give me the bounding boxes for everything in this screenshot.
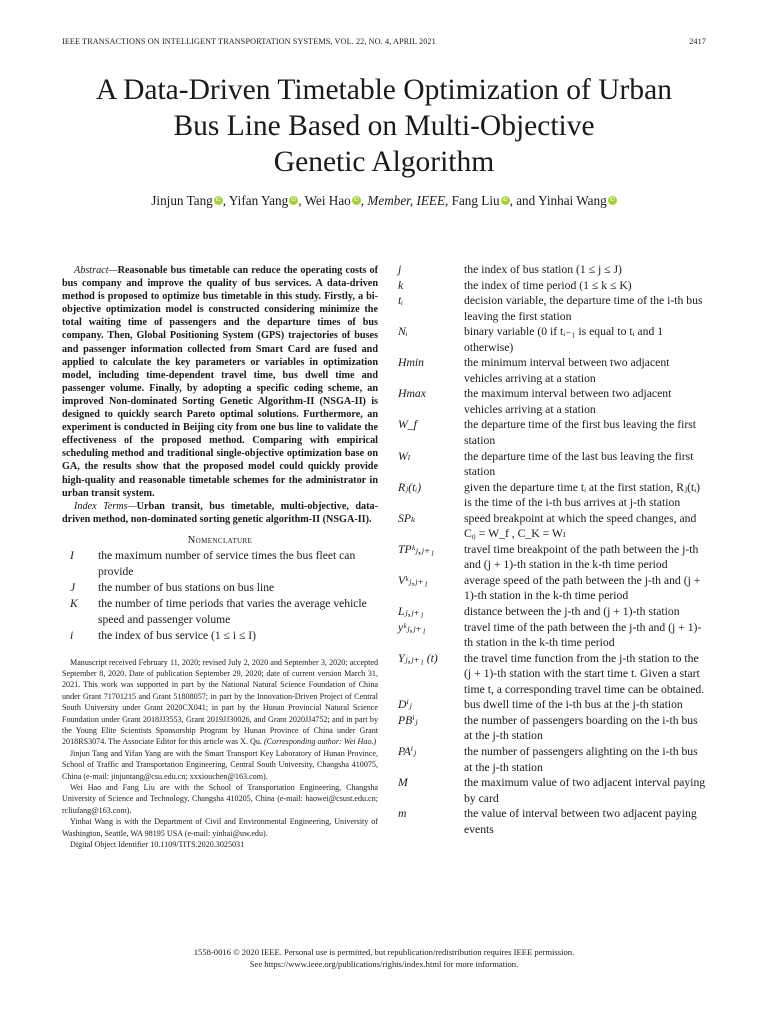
nomenclature-definition: the maximum number of service times the bus fleet can provide (98, 548, 356, 579)
nomenclature-symbol: Dⁱⱼ (398, 698, 412, 712)
nomenclature-heading: Nomenclature (187, 534, 253, 546)
nomenclature-row (398, 713, 708, 744)
nomenclature-symbol: PAⁱⱼ (398, 744, 417, 758)
nomenclature-symbol: yᵏⱼ,ⱼ₊₁ (398, 620, 426, 634)
nomenclature-definition: the index of bus service (1 ≤ i ≤ I) (98, 629, 256, 643)
author-separator: , (298, 193, 305, 208)
nomenclature-definition: travel time of the path between the j-th and (j + 1)-th station in the k-th time period (464, 620, 702, 650)
nomenclature-symbol: Yⱼ,ⱼ₊₁ (t) (398, 651, 438, 665)
orcid-icon[interactable]: iD (609, 197, 615, 203)
nomenclature-row (398, 542, 708, 573)
nomenclature-row (398, 278, 708, 294)
footnote-affiliation-2: Wei Hao and Fang Liu are with the School of Transportation Engineering, Changsha University of Science and Technology, Changsha 410205, China (e-mail: haowei@csust.edu.cn; rcliufang@163.com). (62, 783, 378, 815)
nomenclature-row (398, 511, 708, 542)
left-column (62, 264, 378, 850)
nomenclature-symbol: tᵢ (398, 294, 404, 308)
nomenclature-symbol: Lⱼ,ⱼ₊₁ (398, 605, 424, 619)
nomenclature-definition: the value of interval between two adjacent paying events (464, 807, 697, 836)
orcid-icon[interactable]: iD (353, 197, 359, 203)
orcid-icon[interactable]: iD (215, 197, 221, 203)
nomenclature-definition: given the departure time tᵢ at the first station, Rⱼ(tᵢ) is the time of the i-th bus arrives at j-th station (464, 480, 701, 510)
nomenclature-definition: decision variable, the departure time of the i-th bus leaving the first station (464, 294, 703, 323)
author-separator: , and (509, 193, 539, 208)
journal-name: IEEE TRANSACTIONS ON INTELLIGENT TRANSPORTATION SYSTEMS, VOL. 22, NO. 4, APRIL 2021 (62, 37, 436, 46)
footnote-affiliation-1: Jinjun Tang and Yifan Yang are with the Smart Transport Key Laboratory of Hunan Province, School of Traffic and Transportation Engineering, Central South University, Changsha 410075, China (e-mail: jinjuntang@csu.edu.cn; xxxiouchen@163.com). (62, 748, 378, 781)
nomenclature-definition: the index of time period (1 ≤ k ≤ K) (464, 278, 632, 292)
author-name: Fang Liu (451, 193, 500, 208)
copyright-line-1: 1558-0016 © 2020 IEEE. Personal use is permitted, but republication/redistribution requires IEEE permission. (193, 947, 575, 957)
nomenclature-row (62, 596, 378, 628)
nomenclature-symbol: k (398, 278, 404, 292)
footnote-manuscript (62, 657, 378, 748)
author-name: Yifan Yang (228, 193, 289, 208)
orcid-icon[interactable]: iD (502, 197, 508, 203)
doi-line[interactable]: Digital Object Identifier 10.1109/TITS.2020.3025031 (70, 840, 245, 850)
nomenclature-definition: binary variable (0 if tᵢ₋₁ is equal to tᵢ and 1 otherwise) (464, 325, 664, 354)
index-terms-text: Urban transit, bus timetable, multi-objective, data-driven method, non-dominated sorting genetic algorithm-II (NSGA-II). (62, 500, 378, 525)
author-separator: , (445, 193, 452, 208)
orcid-icon[interactable]: iD (291, 197, 297, 203)
nomenclature-row (398, 480, 708, 511)
nomenclature-definition: the number of bus stations on bus line (98, 581, 275, 595)
nomenclature-symbol: Rⱼ(tᵢ) (398, 480, 422, 494)
nomenclature-symbol: W_f (398, 418, 417, 432)
nomenclature-symbol: I (70, 548, 74, 562)
author-membership: Member, IEEE (367, 193, 446, 208)
nomenclature-symbol: Wₗ (398, 449, 411, 463)
nomenclature-row (62, 580, 378, 596)
author-separator: , (360, 193, 368, 208)
nomenclature-symbol: SPₖ (398, 511, 416, 525)
author-name: Yinhai Wang (538, 193, 607, 208)
author-name: Wei Hao (304, 193, 351, 208)
nomenclature-definition: the departure time of the last bus leaving the first station (464, 449, 694, 479)
nomenclature-definition: the number of passengers alighting on the i-th bus at the j-th station (464, 744, 698, 774)
nomenclature-symbol: Hmax (398, 387, 426, 401)
nomenclature-definition: distance between the j-th and (j + 1)-th station (464, 605, 680, 619)
title-line-2: Bus Line Based on Multi-Objective (173, 110, 595, 142)
copyright-line-2[interactable]: See https://www.ieee.org/publications/rights/index.html for more information. (249, 959, 519, 969)
nomenclature-symbol: j (398, 263, 402, 276)
nomenclature-symbol: M (398, 776, 408, 790)
running-header (62, 37, 706, 46)
nomenclature-row (398, 806, 708, 837)
index-terms (62, 500, 378, 526)
nomenclature-definition: travel time breakpoint of the path between the j-th and (j + 1)-th station in the k-th time period (464, 542, 699, 572)
nomenclature-symbol: Hmin (398, 356, 424, 370)
nomenclature-definition: the number of passengers boarding on the i-th bus at the j-th station (464, 713, 698, 743)
nomenclature-symbol: Vᵏⱼ,ⱼ₊₁ (398, 573, 428, 587)
nomenclature-symbol: J (70, 581, 76, 595)
nomenclature-symbol: i (70, 629, 74, 643)
title-line-1: A Data-Driven Timetable Optimization of Urban (96, 74, 672, 106)
nomenclature-row (62, 548, 378, 580)
nomenclature-definition: the maximum interval between two adjacent vehicles arriving at a station (464, 387, 672, 416)
nomenclature-row (398, 604, 708, 620)
nomenclature-list-right (398, 262, 708, 837)
nomenclature-definition: the departure time of the first bus leaving the first station (464, 418, 697, 448)
nomenclature-row (398, 697, 708, 713)
nomenclature-row (398, 775, 708, 806)
author-list (40, 193, 728, 209)
author-name: Jinjun Tang (151, 193, 213, 208)
footnote-affiliation-3: Yinhai Wang is with the Department of Civil and Environmental Engineering, University of Washington, Seattle, WA 98195 USA (e-mail: yinhai@uw.edu). (62, 817, 378, 838)
index-terms-label: Index Terms— (74, 500, 137, 512)
nomenclature-row (398, 573, 708, 604)
nomenclature-definition: bus dwell time of the i-th bus at the j-th station (464, 698, 683, 712)
page-number: 2417 (689, 37, 706, 46)
nomenclature-row (398, 324, 708, 355)
nomenclature-row (398, 744, 708, 775)
nomenclature-symbol: K (70, 597, 78, 611)
nomenclature-definition: average speed of the path between the j-th and (j + 1)-th station in the k-th time period (464, 573, 701, 603)
copyright-notice (40, 946, 728, 970)
nomenclature-definition: the minimum interval between two adjacent vehicles arriving at a station (464, 356, 670, 385)
footnote-block (62, 657, 378, 851)
nomenclature-row (398, 262, 708, 278)
nomenclature-definition: the travel time function from the j-th station to the (j + 1)-th station with the start time t. Given a start time t, a corresponding travel time can be obtained. (464, 651, 705, 696)
abstract-text: Reasonable bus timetable can reduce the operating costs of bus company and improve the quality of bus services. A data-driven method is proposed to optimize bus timetable in this study. Firstly, a bi-objective optimization model is constructed considering minimize the total waiting time of passengers and the departure times of bus company. Then, Global Positioning System (GPS) trajectories of buses and passenger information collected from Smart Card are fused and applied to calculate the key parameters or variables in optimization model, including time-dependent travel time, bus dwell time and passenger volume. Finally, by adopting a specific coding scheme, an improved Non-dominated Sorting Genetic Algorithm-II (NSGA-II) is designed to quickly search Pareto optimal solutions. Furthermore, an experiment is conducted in Beijing city from one bus line to validate the effectiveness of the proposed method. Comparing with empirical scheduling method and traditional single-objective optimization base on GA, the results show that the proposed model could quickly provide high-quality and reasonable timetable schemes for the administrator in urban transit system. (62, 265, 378, 499)
nomenclature-definition: the maximum value of two adjacent interval paying by card (464, 776, 706, 805)
nomenclature-symbol: TPᵏⱼ,ⱼ₊₁ (398, 542, 435, 556)
nomenclature-row (398, 355, 708, 386)
nomenclature-row (398, 293, 708, 324)
corresponding-author: (Corresponding author: Wei Hao.) (263, 737, 377, 747)
abstract (62, 264, 378, 500)
author-separator: , (222, 193, 229, 208)
nomenclature-row (398, 386, 708, 417)
nomenclature-row (398, 651, 708, 698)
abstract-label: Abstract— (74, 265, 118, 276)
nomenclature-row (398, 417, 708, 448)
title-line-3: Genetic Algorithm (273, 146, 495, 178)
nomenclature-definition: speed breakpoint at which the speed changes, and C₀ = W_f , C_K = Wₗ (464, 511, 697, 541)
nomenclature-symbol: PBⁱⱼ (398, 713, 418, 727)
nomenclature-row (398, 620, 708, 651)
nomenclature-definition: the index of bus station (1 ≤ j ≤ J) (464, 263, 622, 276)
nomenclature-row (398, 449, 708, 480)
nomenclature-definition: the number of time periods that varies the average vehicle speed and passenger volume (98, 597, 367, 627)
nomenclature-row (62, 628, 378, 644)
nomenclature-list-left (62, 548, 378, 645)
paper-title (40, 72, 728, 180)
nomenclature-symbol: m (398, 807, 407, 821)
footnote-manuscript-text: Manuscript received February 11, 2020; revised July 2, 2020 and September 3, 2020; accepted September 8, 2020. Date of publication September 29, 2020; date of current version March 31, 2021. This work was supported in part by the National Natural Science Foundation of China under Grant 71701215 and Grant 51808057; in part by the Innovation-Driven Project of Central South University under Grant 2020CX041; in part by the Hunan Provincial Natural Science Foundation under Grant 2018JJ3553, Grant 2019JJ30026, and Grant 2020JJ4752; and in part by the Young Elite Scientists Sponsorship Program by Hunan Province of China under Grant 2018RS3074. The Associate Editor for this article was X. Qu. (62, 657, 378, 747)
nomenclature-symbol: Nᵢ (398, 325, 408, 339)
